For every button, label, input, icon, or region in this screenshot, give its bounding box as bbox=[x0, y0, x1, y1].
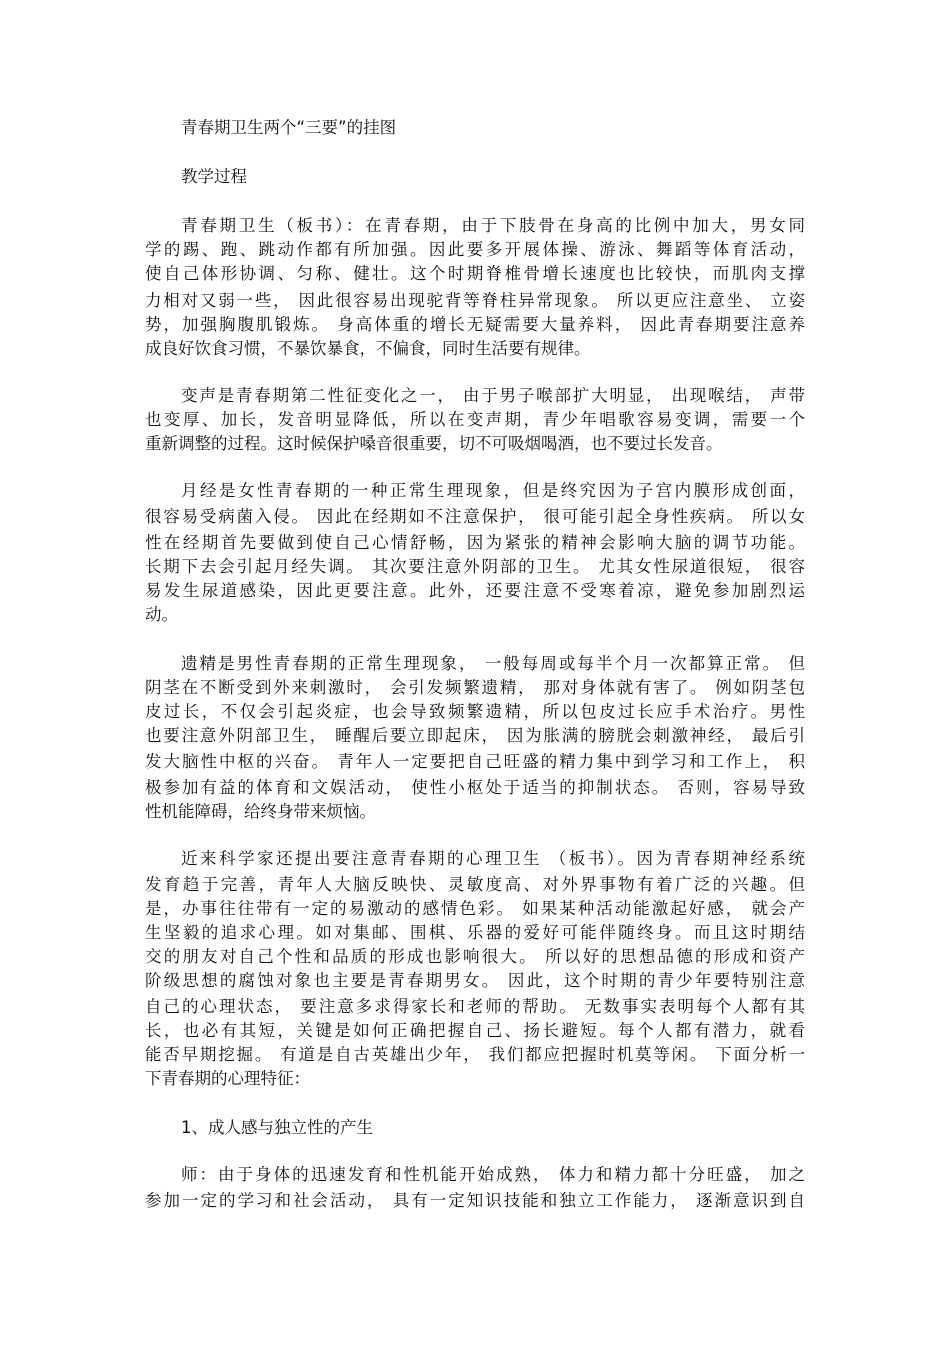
paragraph-line: 也变厚、加长，发音明显降低，所以在变声期，青少年唱歌容易变调，需要一个 bbox=[145, 410, 805, 429]
paragraph-line: 学的踢、跑、跳动作都有所加强。因此要多开展体操、游泳、舞蹈等体育活动， bbox=[145, 240, 805, 259]
paragraph-line: 青春期卫生（板书）：在青春期，由于下肢骨在身高的比例中加大，男女同 bbox=[181, 216, 805, 235]
paragraph-line: 阴茎在不断受到外来刺激时， 会引发频繁遗精， 那对身体就有害了。 例如阴茎包 bbox=[145, 678, 805, 697]
paragraph-line: 性机能障碍，给终身带来烦恼。 bbox=[145, 802, 376, 821]
paragraph-line: 发育趋于完善，青年人大脑反映快、灵敏度高、对外界事物有着广泛的兴趣。但 bbox=[145, 875, 805, 894]
paragraph-line: 发大脑性中枢的兴奋。 青年人一定要把自己旺盛的精力集中到学习和工作上， 积 bbox=[145, 752, 805, 771]
paragraph-line: 力相对又弱一些， 因此很容易出现驼背等脊柱异常现象。 所以更应注意坐、 立姿 bbox=[145, 291, 805, 310]
paragraph-line: 是，办事往往带有一定的易激动的感情色彩。 如果某种活动能激起好感， 就会产 bbox=[145, 899, 805, 918]
paragraph-line: 长期下去会引起月经失调。 其次要注意外阴部的卫生。 尤其女性尿道很短， 很容 bbox=[145, 557, 805, 576]
paragraph-line: 交的朋友对自己个性和品质的形成也影响很大。 所以好的思想品德的形成和资产 bbox=[145, 947, 805, 966]
paragraph-line: 月经是女性青春期的一种正常生理现象，但是终究因为子宫内膜形成创面， bbox=[181, 481, 805, 500]
paragraph-line: 长，也必有其短，关键是如何正确把握自己、扬长避短。每个人都有潜力，就看 bbox=[145, 1021, 805, 1040]
paragraph-line: 势，加强胸腹肌锻炼。 身高体重的增长无疑需要大量养料， 因此青春期要注意养 bbox=[145, 315, 805, 334]
paragraph-line: 阶级思想的腐蚀对象也主要是青春期男女。 因此，这个时期的青少年要特别注意 bbox=[145, 971, 805, 990]
paragraph-line: 动。 bbox=[145, 605, 178, 624]
paragraph-line: 使自己体形协调、匀称、健壮。这个时期脊椎骨增长速度也比较快，而肌肉支撑 bbox=[145, 264, 805, 283]
paragraph-line: 皮过长，不仅会引起炎症，也会导致频繁遗精，所以包皮过长应手术治疗。男性 bbox=[145, 702, 805, 721]
heading-process: 教学过程 bbox=[181, 167, 247, 186]
paragraph-line: 自己的心理状态， 要注意多求得家长和老师的帮助。 无数事实表明每个人都有其 bbox=[145, 997, 805, 1016]
paragraph-line: 变声是青春期第二性征变化之一， 由于男子喉部扩大明显， 出现喉结， 声带 bbox=[181, 386, 805, 405]
paragraph-line: 下青春期的心理特征： bbox=[145, 1069, 310, 1088]
paragraph-line: 近来科学家还提出要注意青春期的心理卫生 （板书）。因为青春期神经系统 bbox=[181, 849, 805, 868]
paragraph-line: 生坚毅的追求心理。如对集邮、围棋、乐器的爱好可能伴随终身。而且这时期结 bbox=[145, 923, 805, 942]
paragraph-line: 师：由于身体的迅速发育和性机能开始成熟， 体力和精力都十分旺盛， 加之 bbox=[181, 1165, 805, 1184]
paragraph-line: 能否早期挖掘。 有道是自古英雄出少年， 我们都应把握时机莫等闲。 下面分析一 bbox=[145, 1045, 805, 1064]
paragraph-line: 重新调整的过程。这时候保护嗓音很重要，切不可吸烟喝酒，也不要过长发音。 bbox=[145, 434, 723, 453]
paragraph-line: 成良好饮食习惯，不暴饮暴食，不偏食，同时生活要有规律。 bbox=[145, 339, 591, 358]
paragraph-line: 参加一定的学习和社会活动， 具有一定知识技能和独立工作能力， 逐渐意识到自 bbox=[145, 1191, 805, 1210]
paragraph-line: 遗精是男性青春期的正常生理现象， 一般每周或每半个月一次都算正常。 但 bbox=[181, 654, 805, 673]
paragraph-line: 很容易受病菌入侵。 因此在经期如不注意保护， 很可能引起全身性疾病。 所以女 bbox=[145, 507, 805, 526]
paragraph-line: 也要注意外阴部卫生， 睡醒后要立即起床， 因为胀满的膀胱会刺激神经， 最后引 bbox=[145, 726, 805, 745]
section-title: 1、成人感与独立性的产生 bbox=[181, 1118, 373, 1137]
paragraph-line: 性在经期首先要做到使自己心情舒畅，因为紧张的精神会影响大脑的调节功能。 bbox=[145, 533, 805, 552]
paragraph-line: 极参加有益的体育和文娱活动， 使性小枢处于适当的抑制状态。 否则，容易导致 bbox=[145, 778, 805, 797]
heading-materials: 青春期卫生两个“三要”的挂图 bbox=[181, 118, 397, 137]
paragraph-line: 易发生尿道感染，因此更要注意。此外，还要注意不受寒着凉，避免参加剧烈运 bbox=[145, 581, 805, 600]
